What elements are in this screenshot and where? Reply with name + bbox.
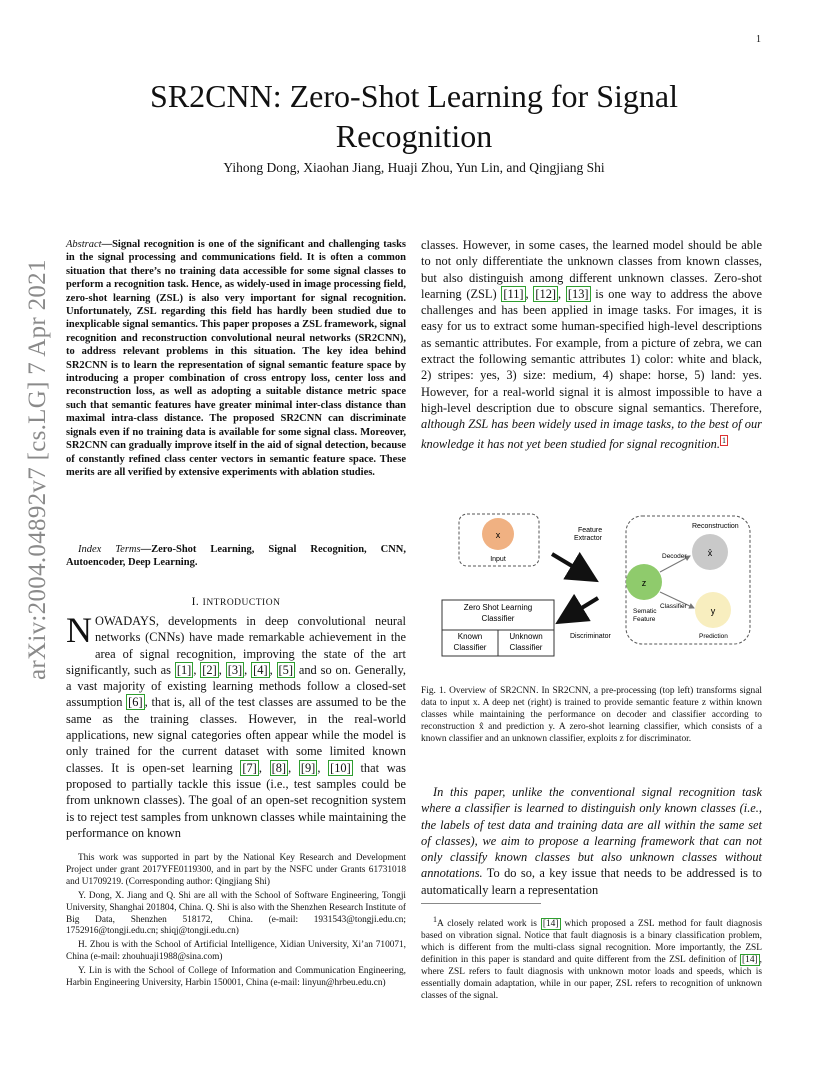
discriminator-arrow xyxy=(562,598,598,620)
figure-caption: Fig. 1. Overview of SR2CNN. In SR2CNN, a pre-processing (top left) transforms signal data to input x. A deep net (right) is trained to provide semantic feature z within known classes while maintaining the performance on decoder and classifier according to reconstruction x̂ and prediction y. A zero-shot learning classifier, which consists of a known classifier and an unknown classifier, exploits z for discriminator. xyxy=(421,686,762,744)
unknown-classifier-label: Unknown Classifier xyxy=(509,632,543,652)
footnote-text: , where ZSL refers to fault diagnosis with unknown motor loads and speeds, which is essentially domain adaptation, while in our paper, ZSL refers to recognition of unknown classes of the signal. xyxy=(421,954,762,1001)
arxiv-stamp-text: arXiv:2004.04892v7 [cs.LG] 7 Apr 2021 xyxy=(24,259,51,680)
section-number: I. xyxy=(191,596,200,608)
citation-link[interactable]: [8] xyxy=(271,760,287,775)
citation-link[interactable]: [11] xyxy=(503,286,524,301)
drop-cap: N xyxy=(66,610,92,650)
citation-link[interactable]: [14] xyxy=(542,919,559,930)
prediction-label: Prediction xyxy=(699,633,728,640)
intro-text-3: , that is, all of the test classes are assumed to be the same as the training classes. However, in the real-world applications, new signal categories often appear while the model is only trained for the current dataset with some limited known classes. It is open-set learning xyxy=(66,695,407,775)
affiliation-note: H. Zhou is with the School of Artificial Intelligence, Xidian University, Xi’an 710071, China (e-mail: zhouhuaji1988@sina.com) xyxy=(66,940,406,963)
footnote-text: which proposed a ZSL method for fault diagnosis based on vibration signal. Notice that fault diagnosis is a binary classification problem, which is different from the multi-class signal recognition. More importantly, the ZSL definition in this paper is standard and quite different from the ZSL definition of xyxy=(421,919,762,965)
section-title: INTRODUCTION xyxy=(202,598,281,608)
right-paragraph-2 xyxy=(421,784,762,898)
citation-link[interactable]: [1] xyxy=(176,662,192,677)
feature-extractor-arrow xyxy=(552,554,592,578)
page-number: 1 xyxy=(756,34,761,45)
citation-link[interactable]: [9] xyxy=(300,760,316,775)
z-label: z xyxy=(641,578,647,588)
citation-link[interactable]: [14] xyxy=(742,954,758,965)
citation-link[interactable]: [5] xyxy=(278,662,293,677)
xhat-label: x̂ xyxy=(707,548,713,558)
y-label: y xyxy=(710,606,716,616)
overview-figure xyxy=(440,512,752,662)
input-x-label: x xyxy=(495,530,501,540)
citation-link[interactable]: [3] xyxy=(227,662,243,677)
footnote-divider xyxy=(421,903,541,904)
right-paragraph-1: classes. However, in some cases, the learned model should be able to not only differentiate the unknown classes from known classes, but also distinguish among different unknown classes. Zero-shot learning (ZSL) [11] , [12] , [13] is one way to address the above challenges and has been applied in image tasks. For images, it is easy for us to extract some human-specified high-level descriptions as semantic attributes. For example, from a picture of zebra, we can extract the following semantic attributes 1) color: white and black, 2) stripes: yes, 3) size: medium, 4) shape: horse, 5) land: yes. However, for a real-world signal it is almost impossible to have a high-level description due to obscure signal semantics. Therefore, although ZSL has been widely used in image tasks, to the best of our knowledge it has not yet been studied for signal recognition. $^1$ xyxy=(421,238,763,451)
intro-paragraph: NOWADAYS, developments in deep convolutional neural networks (CNNs) have made remarkable achievement in the area of signal recognition, improving the state of the art significantly, such as [1] , [2] , [3] , [4] , [5] and so on. Generally, a vast majority of existing learning methods follow a closed-set assumption [6] , that is, all of the test classes are assumed to be the same as the training classes. However, in the real-world applications, new signal categories often appear while the model is only trained for the current dataset with some limited known classes. It is open-set learning [7] , [8] , [9] , [10] that was proposed to partially tackle this issue (i.e., test samples could be from unknown classes). The goal of an open-set recognition system is to reject test samples from unknown classes while maintaining the performance on known xyxy=(66,610,407,840)
classifier-label: Classifier xyxy=(660,603,687,610)
citation-link[interactable]: [6] xyxy=(128,695,143,710)
paper-title: SR2CNN: Zero-Shot Learning for Signal Recognition xyxy=(150,78,678,154)
para-text: classes. However, in some cases, the learned model should be able to not only differentiate the unknown classes from known classes, but also distinguish among different unknown classes. Zero-shot learning (ZSL) xyxy=(421,238,762,301)
footnote-link[interactable]: 1 xyxy=(721,435,726,445)
para-italic: although ZSL has been widely used in image tasks, to the best of our knowledge it has not yet been studied for signal recognition. xyxy=(421,417,762,451)
discriminator-label: Discriminator xyxy=(570,633,611,640)
input-label: Input xyxy=(490,556,506,563)
feature-extractor-label: Feature Extractor xyxy=(574,527,603,542)
known-classifier-label: Known Classifier xyxy=(453,632,487,652)
citation-link[interactable]: [10] xyxy=(330,760,351,775)
citation-link[interactable]: [2] xyxy=(202,662,217,677)
index-terms-text: Zero-Shot Learning, Signal Recognition, CNN, Autoencoder, Deep Learning. xyxy=(66,544,407,569)
citation-link[interactable]: [4] xyxy=(253,662,268,677)
section-heading xyxy=(66,596,406,608)
citation-link[interactable]: [7] xyxy=(242,760,257,775)
para-italic: In this paper, unlike the conventional signal recognition task where a classifier is learned to distinguish only known classes (i.e., the labels of test data and training data are all within the same set of classes), we aim to propose a learning framework that can not only classify known classes but also unknown classes without annotations. xyxy=(421,785,762,881)
funding-note: This work was supported in part by the National Key Research and Development Project under grant 2017YFE0119300, and in part by the NSFC under Grants 61731018 and U1709219. (Corresponding author: Qingjiang Shi) xyxy=(66,853,406,887)
abstract: Abstract—Signal recognition is one of the significant and challenging tasks in the signal processing and communications field. It is often a common situation that there’s no training data accessible for some signal classes to perform a recognition task. Hence, as widely-used in image processing field, zero-shot learning (ZSL) is also very important for signal recognition. Unfortunately, ZSL regarding this field has hardly been studied due to inexplicable signal semantics. This paper proposes a ZSL framework, signal recognition and reconstruction convolutional neural networks (SR2CNN), to address relevant problems in this situation. The key idea behind SR2CNN is to learn the representation of signal semantic feature space by introducing a proper combination of cross entropy loss, center loss and reconstruction loss, as well as adopting a suitable distance metric space such that semantic features have greater minimal inter-class distance than maximal intra-class distance. The proposed SR2CNN can discriminate signals even if no training data is available for some signal class. Moreover, SR2CNN can gradually improve itself in the aid of signal detection, because of constantly refined class center vectors in semantic feature space. These merits are all verified by extensive experiments with ablation studies. xyxy=(66,239,406,478)
intro-text-4: that was proposed to partially tackle this issue (i.e., test samples could be from unknown classes). The goal of an open-set recognition system is to reject test samples from unknown classes while maintaining the performance on known xyxy=(66,760,406,840)
citation-link[interactable]: [12] xyxy=(535,286,557,301)
affiliation-note: Y. Lin is with the School of College of Information and Communication Engineering, Harbin Engineering University, Harbin 150001, China (e-mail: linyun@hrbeu.edu.cn) xyxy=(66,966,406,989)
zsl-title: Zero Shot Learning Classifier xyxy=(463,603,533,623)
affiliation-note: Y. Dong, X. Jiang and Q. Shi are all with the School of Software Engineering, Tongji University, Shanghai 201804, China. Q. Shi is also with the Shenzhen Research Institute of Big Data, Shenzhen 518172, China. (e-mail: 1931543@tongji.edu.cn; 1752916@tongji.edu.cn; shiqj@tongji.edu.cn) xyxy=(66,890,406,937)
intro-text-2: and so on. Generally, a vast majority of existing learning methods follow a closed-set assumption xyxy=(66,662,406,710)
abstract-text: Signal recognition is one of the significant and challenging tasks in the signal processing and communications field. It is often a common situation that there’s no training data accessible for some signal classes to perform a recognition task. Hence, as widely-used in image processing field, zero-shot learning (ZSL) is also very important for signal recognition. Unfortunately, ZSL regarding this field has hardly been studied due to inexplicable signal semantics. This paper proposes a ZSL framework, signal recognition and reconstruction convolutional neural networks (SR2CNN), to address relevant problems in this situation. The key idea behind SR2CNN is to learn the representation of signal semantic feature space by introducing a proper combination of cross entropy loss, center loss and reconstruction loss, as well as adopting a suitable distance metric space such that semantic features have greater minimal inter-class distance than maximal intra-class distance. The proposed SR2CNN can discriminate signals even if no training data is available for some signal class. Moreover, SR2CNN can gradually improve itself in the aid of signal detection, because of constantly refined class center vectors in semantic feature space. These merits are all verified by extensive experiments with ablation studies. xyxy=(66,239,406,478)
footnote-mark: 1 xyxy=(433,915,437,924)
footnote-text: A closely related work is xyxy=(437,919,541,930)
reconstruction-label: Reconstruction xyxy=(692,523,739,530)
decoder-label: Decoder xyxy=(662,553,687,560)
author-footnotes xyxy=(66,853,406,992)
footnote-1 xyxy=(421,914,762,1002)
para-text: is one way to address the above challenges and has been applied in image tasks. For images, it is easy for us to extract some human-specified high-level descriptions as semantic attributes. For example, from a picture of zebra, we can extract the following semantic attributes 1) color: white and black, 2) stripes: yes, 3) size: medium, 4) shape: horse, 5) land: yes. However, for a real-world signal it is almost impossible to have a high-level description due to obscure signal semantics. Therefore, xyxy=(421,286,763,415)
arxiv-stamp xyxy=(22,259,56,680)
index-terms: Index Terms—Zero-Shot Learning, Signal Recognition, CNN, Autoencoder, Deep Learning. xyxy=(66,544,407,569)
sematic-feature-label: Sematic Feature xyxy=(633,608,657,623)
para-text: To do so, a key issue that needs to be addressed is to automatically learn a representation xyxy=(421,866,762,897)
citation-link[interactable]: [13] xyxy=(567,286,589,301)
abstract-label: Abstract xyxy=(66,239,102,250)
index-terms-label: Index Terms xyxy=(78,544,141,555)
intro-text-1: OWADAYS, developments in deep convolutional neural networks (CNNs) have made remarkable achievement in the area of signal recognition, improving the state of the art significantly, such as xyxy=(66,614,406,677)
author-list: Yihong Dong, Xiaohan Jiang, Huaji Zhou, Yun Lin, and Qingjiang Shi xyxy=(223,160,605,175)
